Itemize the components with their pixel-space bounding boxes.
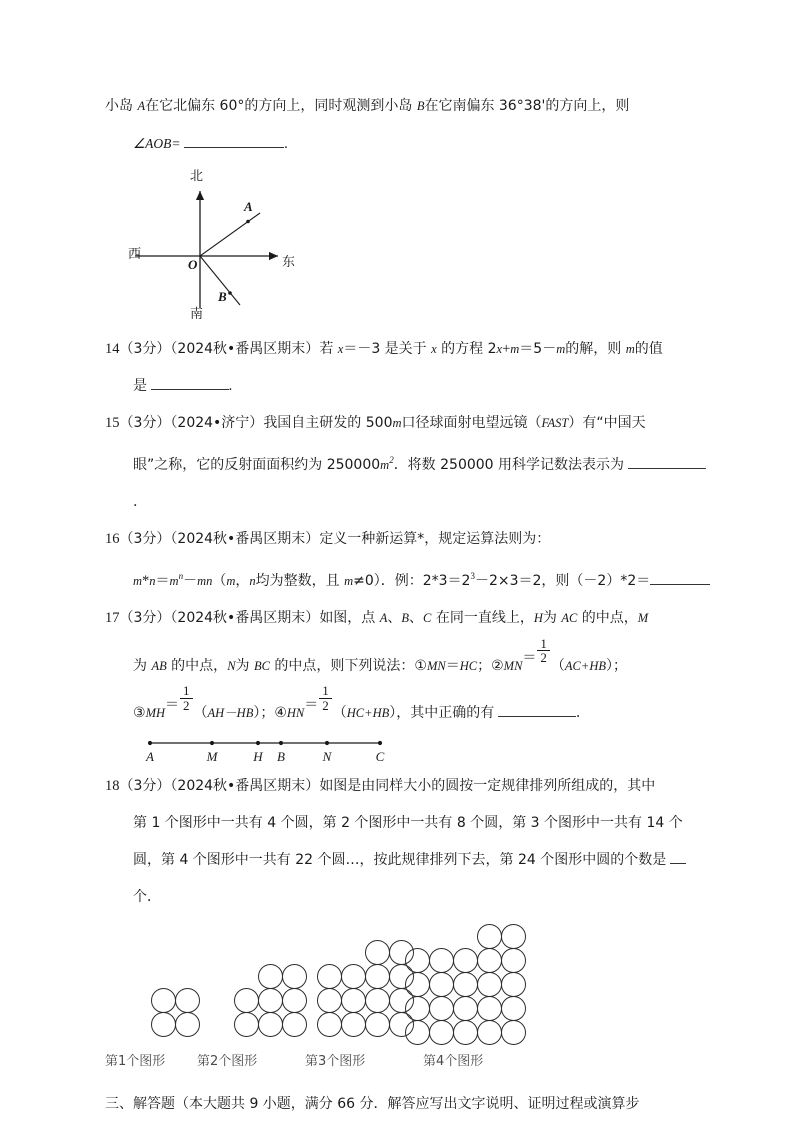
q16-score: （3分） bbox=[119, 530, 171, 547]
q17-number: 17 bbox=[105, 609, 120, 626]
figure4-circle bbox=[501, 1020, 526, 1045]
q17-l2-a: 为 bbox=[133, 657, 152, 674]
figure3-circle bbox=[317, 1012, 342, 1037]
q17-stmt2-eq: ＝ bbox=[522, 649, 537, 666]
q13-angle-expression: ∠AOB= bbox=[133, 136, 181, 151]
q13-label-a: A bbox=[137, 99, 146, 113]
q15-unit-m: m bbox=[392, 416, 402, 430]
figure4-circle bbox=[429, 948, 454, 973]
q14-number: 14 bbox=[105, 341, 120, 357]
q17-stmt4-marker: ）；④ bbox=[253, 705, 287, 722]
q15-unit-exponent: 2 bbox=[389, 455, 394, 465]
figure1-circle bbox=[151, 1012, 176, 1037]
figure3-circle bbox=[365, 1012, 390, 1037]
q13-answer-blank[interactable] bbox=[184, 134, 284, 148]
compass-west-label: 西 bbox=[128, 247, 142, 262]
q14-var-x1: x bbox=[337, 342, 344, 356]
q17-stmt4-eq: ＝ bbox=[304, 697, 319, 714]
q15-score: （3分） bbox=[119, 415, 171, 431]
q14-text-g: 的值 bbox=[634, 341, 663, 357]
q14-score: （3分） bbox=[119, 341, 171, 357]
q18-line-1 bbox=[105, 768, 689, 805]
compass-svg bbox=[130, 163, 380, 331]
q17-l2-d: 的中点，则下列说法：① bbox=[269, 657, 427, 674]
compass-south-label: 南 bbox=[190, 307, 204, 322]
q15-text-a: 我国自主研发的 500 bbox=[263, 415, 393, 431]
q15-text-d: 眼”之称，它的反射面面积约为 250000 bbox=[133, 456, 381, 473]
q17-sep-1: 、 bbox=[387, 609, 402, 626]
figure4-circle bbox=[501, 996, 526, 1021]
q16-line-1 bbox=[105, 521, 689, 558]
q17-answer-blank[interactable] bbox=[498, 703, 576, 717]
figure4-circle bbox=[477, 972, 502, 997]
figure3-circle bbox=[341, 964, 366, 989]
segment-label-C: C bbox=[375, 749, 385, 765]
q17-point-m: M bbox=[637, 610, 649, 625]
question-15 bbox=[105, 405, 689, 521]
q17-score: （3分） bbox=[119, 609, 171, 626]
q17-stmt1-mn: MN bbox=[426, 658, 446, 673]
figure-caption-1: 第1个图形 bbox=[105, 1054, 166, 1070]
segment-figure bbox=[140, 734, 400, 768]
q18-text-3: 圆，第 4 个图形中一共有 22 个圆…，按此规律排列下去，第 24 个图形中圆的个数是 bbox=[133, 852, 667, 869]
q18-line-3 bbox=[105, 842, 689, 879]
section-3-line bbox=[105, 1086, 689, 1123]
q14-text-a: 若 bbox=[319, 341, 338, 357]
question-18 bbox=[105, 768, 689, 1076]
q15-line-2 bbox=[105, 442, 689, 484]
figure3-circle bbox=[365, 988, 390, 1013]
q17-stmt4-hn: HN bbox=[286, 706, 305, 721]
q17-seg-ac: AC bbox=[561, 610, 578, 625]
q17-stmt4-tail: ），其中正确的有 bbox=[389, 705, 495, 722]
q17-stmt1-eq: ＝ bbox=[445, 657, 460, 674]
q16-paren-open: （ bbox=[212, 572, 227, 589]
q17-point-a: A bbox=[379, 610, 388, 625]
q18-line-2 bbox=[105, 805, 689, 842]
figure1-circle bbox=[175, 1012, 200, 1037]
q17-text-e: 为 bbox=[542, 609, 562, 626]
q16-var-m1: m bbox=[133, 573, 143, 588]
q15-source: （2024•济宁） bbox=[170, 415, 264, 431]
q18-text-2: 第 1 个图形中一共有 4 个圆，第 2 个图形中一共有 8 个圆，第 3 个图形中一共有 14 个 bbox=[133, 815, 683, 832]
figure4-circle bbox=[405, 1020, 430, 1045]
figure2-circle bbox=[258, 988, 283, 1013]
figure4-circle bbox=[453, 996, 478, 1021]
q17-sep-2: 、 bbox=[409, 609, 424, 626]
compass-east-label: 东 bbox=[282, 255, 296, 270]
q13-label-b: B bbox=[416, 99, 425, 113]
q17-source: （2024秋•番禺区期末） bbox=[170, 609, 320, 626]
q14-line2-text: 是 bbox=[133, 378, 147, 394]
figure4-circle bbox=[501, 924, 526, 949]
q17-stmt1-hc: HC bbox=[459, 658, 478, 673]
figure2-circle bbox=[258, 964, 283, 989]
q17-stmt4-paren-open: （ bbox=[332, 705, 347, 722]
compass-north-label: 北 bbox=[190, 169, 204, 184]
figure4-circle bbox=[405, 948, 430, 973]
q17-stmt2-expr: AC+HB bbox=[564, 658, 606, 673]
q16-exponent-n: n bbox=[178, 570, 184, 581]
section-3-text: 三、解答题（本大题共 9 小题，满分 66 分．解答应写出文字说明、证明过程或演算步 bbox=[105, 1096, 640, 1113]
q17-stmt3-expr: AH－HB bbox=[207, 706, 254, 721]
compass-point-b-label: B bbox=[218, 289, 227, 304]
q17-stmt2-numerator: 1 bbox=[540, 635, 547, 651]
q17-stmt1-end: ；② bbox=[477, 657, 504, 674]
q16-line-2 bbox=[105, 558, 689, 600]
q14-text-b: ＝－3 是关于 bbox=[343, 341, 432, 357]
q17-line-3 bbox=[105, 684, 689, 732]
q17-stmt4-denominator: 2 bbox=[319, 698, 332, 713]
q17-stmt3-numerator: 1 bbox=[183, 683, 190, 699]
figure-caption-2: 第2个图形 bbox=[197, 1054, 258, 1070]
figure3-circle bbox=[317, 988, 342, 1013]
segment-label-B: B bbox=[277, 749, 285, 765]
q18-source: （2024秋•番禺区期末） bbox=[170, 778, 320, 795]
q16-var-m3: m bbox=[226, 573, 236, 588]
segment-label-M: M bbox=[206, 749, 218, 765]
figure2-circle bbox=[282, 964, 307, 989]
q14-answer-blank[interactable] bbox=[151, 376, 229, 390]
q18-text-4: 个． bbox=[133, 889, 161, 906]
q17-stmt2-paren-close: ）； bbox=[606, 657, 627, 674]
q17-line-1 bbox=[105, 600, 689, 637]
q17-point-h: H bbox=[533, 610, 543, 625]
q17-stmt4-fraction bbox=[319, 684, 332, 712]
figure4-circle bbox=[429, 1020, 454, 1045]
q14-period: . bbox=[228, 378, 233, 394]
q17-stmt3-denominator: 2 bbox=[180, 698, 193, 713]
q14-var-x2: x bbox=[431, 342, 437, 356]
figure4-circle bbox=[477, 996, 502, 1021]
q13-text-b: 在它北偏东 60°的方向上，同时观测到小岛 bbox=[145, 98, 417, 114]
figure4-circle bbox=[453, 948, 478, 973]
q17-seg-bc: BC bbox=[253, 658, 270, 673]
q14-var-m3: m bbox=[625, 342, 635, 356]
figure4-circle bbox=[405, 996, 430, 1021]
q15-text-b: 口径球面射电望远镜（ bbox=[401, 415, 542, 431]
q18-number: 18 bbox=[105, 778, 120, 795]
figure-caption-4: 第4个图形 bbox=[423, 1054, 484, 1070]
q17-stmt4-numerator: 1 bbox=[322, 683, 329, 699]
q16-text-h: －2×3＝2，则（－2）*2＝ bbox=[474, 572, 651, 589]
figure2-circle bbox=[234, 1012, 259, 1037]
figure3-circle bbox=[341, 1012, 366, 1037]
q16-source: （2024秋•番禺区期末） bbox=[170, 530, 320, 547]
q17-stmt2-fraction bbox=[537, 637, 550, 665]
q15-unit-m2: m bbox=[380, 457, 390, 472]
question-13-continuation bbox=[105, 88, 689, 331]
figure2-circle bbox=[258, 1012, 283, 1037]
q14-source: （2024秋•番禺区期末） bbox=[170, 341, 320, 357]
q14-var-x3: x bbox=[496, 342, 503, 356]
figure-caption-3: 第3个图形 bbox=[305, 1054, 366, 1070]
q18-line-4 bbox=[105, 879, 689, 916]
q16-var-n2: n bbox=[249, 573, 256, 588]
q18-text-1: 如图是由同样大小的圆按一定规律排列所组成的，其中 bbox=[319, 778, 656, 795]
q18-answer-blank[interactable] bbox=[670, 850, 686, 864]
figure1-circle bbox=[175, 988, 200, 1013]
figure4-circle bbox=[477, 1020, 502, 1045]
q17-l2-c: 为 bbox=[235, 657, 254, 674]
q16-answer-blank[interactable] bbox=[650, 571, 710, 585]
q16-minus: － bbox=[183, 572, 198, 589]
q16-term-mn: mn bbox=[197, 573, 213, 588]
q16-var-m2: m bbox=[169, 573, 179, 588]
q16-text-f: 均为整数，且 bbox=[255, 572, 345, 589]
q14-line-1 bbox=[105, 331, 689, 368]
q16-text: 定义一种新运算*，规定运算法则为： bbox=[319, 530, 551, 547]
figure4-circle bbox=[405, 972, 430, 997]
q16-number: 16 bbox=[105, 530, 120, 547]
q17-stmt3-eq: ＝ bbox=[165, 697, 180, 714]
q17-stmt3-marker: ③ bbox=[133, 705, 146, 722]
q16-text-g: ≠0）．例：2*3＝2 bbox=[353, 572, 471, 589]
q13-line-2 bbox=[105, 125, 689, 163]
q13-line-1 bbox=[105, 88, 689, 125]
q17-l2-b: 的中点， bbox=[166, 657, 228, 674]
q14-var-m2: m bbox=[556, 342, 566, 356]
q17-stmt3-mh: MH bbox=[145, 706, 166, 721]
figure-captions bbox=[105, 1050, 689, 1076]
figure2-circle bbox=[234, 988, 259, 1013]
q17-text-d: 在同一直线上， bbox=[431, 609, 534, 626]
q14-text-f: 的解，则 bbox=[565, 341, 626, 357]
q15-fast-label: FAST bbox=[541, 416, 569, 430]
q16-op-star: * bbox=[142, 572, 150, 589]
q17-period: ． bbox=[575, 705, 591, 722]
q14-text-e: ＝5－ bbox=[519, 341, 557, 357]
q15-answer-blank[interactable] bbox=[628, 455, 706, 469]
figure4-circle bbox=[477, 948, 502, 973]
segment-label-N: N bbox=[322, 749, 332, 765]
q16-comma: ， bbox=[235, 572, 250, 589]
q14-text-c: 的方程 2 bbox=[436, 341, 497, 357]
q13-text-a: 小岛 bbox=[105, 98, 138, 114]
compass-figure bbox=[130, 163, 380, 331]
figure4-circle bbox=[453, 1020, 478, 1045]
question-17 bbox=[105, 600, 689, 769]
section-3-header bbox=[105, 1086, 689, 1123]
q15-line-1 bbox=[105, 405, 689, 442]
q17-point-b: B bbox=[401, 610, 410, 625]
figure3-circle bbox=[341, 988, 366, 1013]
figure2-circle bbox=[282, 988, 307, 1013]
q17-line-2 bbox=[105, 637, 689, 685]
figure4-circle bbox=[501, 948, 526, 973]
compass-origin-label: O bbox=[188, 257, 198, 272]
q15-line-3 bbox=[105, 484, 689, 521]
q15-number: 15 bbox=[105, 415, 120, 431]
q16-var-n1: n bbox=[149, 573, 156, 588]
q15-text-c: ）有“中国天 bbox=[568, 415, 646, 431]
q17-point-n: N bbox=[227, 658, 236, 673]
figure3-circle bbox=[365, 964, 390, 989]
figure2-circle bbox=[282, 1012, 307, 1037]
figure4-circle bbox=[429, 972, 454, 997]
q14-line-2 bbox=[105, 368, 689, 405]
q17-text-a: 如图，点 bbox=[319, 609, 380, 626]
q17-stmt3-fraction bbox=[180, 684, 193, 712]
q17-text-f: 的中点， bbox=[577, 609, 638, 626]
q18-score: （3分） bbox=[119, 778, 171, 795]
q14-var-m1: m bbox=[510, 342, 520, 356]
compass-point-a-label: A bbox=[244, 199, 253, 214]
figure4-circle bbox=[501, 972, 526, 997]
question-16 bbox=[105, 521, 689, 600]
question-14 bbox=[105, 331, 689, 405]
q17-point-c: C bbox=[423, 610, 432, 625]
q15-text-e: ．将数 250000 用科学记数法表示为 bbox=[393, 456, 625, 473]
figure1-circle bbox=[151, 988, 176, 1013]
q15-period: ． bbox=[133, 493, 148, 510]
q17-stmt4-expr: HC+HB bbox=[346, 706, 390, 721]
segment-label-A: A bbox=[146, 749, 154, 765]
figure3-circle bbox=[317, 964, 342, 989]
q16-eq-1: ＝ bbox=[155, 572, 170, 589]
q17-stmt2-mn: MN bbox=[503, 658, 523, 673]
page-content bbox=[105, 88, 689, 1123]
q14-text-d: + bbox=[502, 341, 511, 357]
q16-exponent-3: 3 bbox=[470, 570, 475, 581]
figure3-circle bbox=[365, 940, 390, 965]
figure4-circle bbox=[429, 996, 454, 1021]
q17-seg-ab: AB bbox=[151, 658, 167, 673]
q17-stmt2-paren-open: （ bbox=[550, 657, 565, 674]
q13-period: . bbox=[284, 136, 288, 152]
figure4-circle bbox=[477, 924, 502, 949]
q17-stmt2-denominator: 2 bbox=[537, 650, 550, 665]
q17-stmt3-paren-open: （ bbox=[193, 705, 208, 722]
circle-pattern-figure bbox=[105, 922, 689, 1050]
segment-label-H: H bbox=[253, 749, 263, 765]
q16-var-m4: m bbox=[344, 573, 354, 588]
q13-text-c: 在它南偏东 36°38'的方向上，则 bbox=[424, 98, 630, 114]
segment-svg bbox=[140, 734, 400, 768]
figure4-circle bbox=[453, 972, 478, 997]
